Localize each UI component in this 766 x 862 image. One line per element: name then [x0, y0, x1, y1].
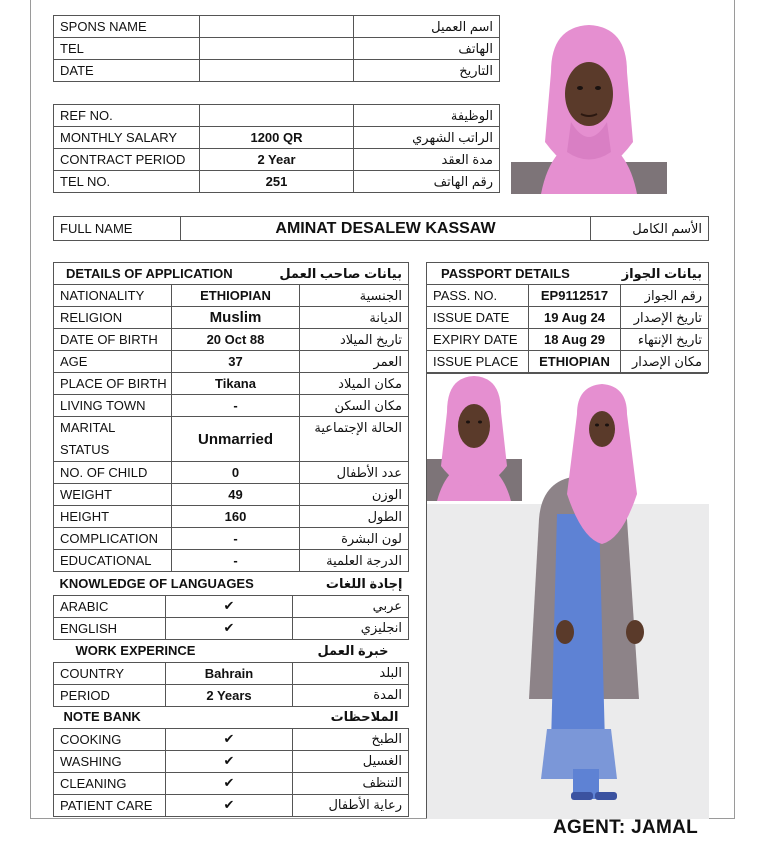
full-name-label: FULL NAME — [54, 217, 181, 241]
field-label-ar: الغسيل — [293, 750, 409, 772]
table-row — [427, 307, 709, 329]
tel-value: 251 — [200, 171, 354, 193]
field-label: ARABIC — [54, 595, 166, 617]
field-label: COOKING — [54, 728, 166, 750]
sponsor-row — [54, 60, 500, 82]
notes-table — [53, 706, 409, 817]
passport-header — [427, 263, 709, 285]
field-label-ar: لون البشرة — [300, 528, 409, 550]
table-row — [54, 728, 409, 750]
full-name-row — [54, 217, 709, 241]
field-value: - — [172, 528, 300, 550]
field-label: NATIONALITY — [54, 285, 172, 307]
table-row — [54, 307, 409, 329]
field-label-ar: الوزن — [300, 484, 409, 506]
agent-label: AGENT: JAMAL — [553, 817, 699, 838]
languages-header — [54, 573, 409, 595]
work-header — [54, 640, 409, 662]
table-row — [54, 528, 409, 550]
field-label: MONTHLY SALARY — [54, 127, 200, 149]
field-label-ar: البلد — [293, 662, 409, 684]
field-label: DATE OF BIRTH — [54, 329, 172, 351]
field-label-ar: تاريخ الميلاد — [300, 329, 409, 351]
ref-row — [54, 127, 500, 149]
table-row — [427, 329, 709, 351]
field-label: HEIGHT — [54, 506, 172, 528]
field-value: - — [172, 395, 300, 417]
ref-row — [54, 105, 500, 127]
field-label: RELIGION — [54, 307, 172, 329]
check-icon: ✔ — [166, 617, 293, 639]
field-label: ISSUE PLACE — [427, 351, 529, 373]
field-value — [200, 105, 354, 127]
ref-row — [54, 149, 500, 171]
full-body-photo — [426, 373, 708, 818]
table-row — [54, 772, 409, 794]
table-row — [54, 506, 409, 528]
field-label: NO. OF CHILD — [54, 462, 172, 484]
field-label: EXPIRY DATE — [427, 329, 529, 351]
field-label-ar: اسم العميل — [354, 16, 500, 38]
field-label: WASHING — [54, 750, 166, 772]
work-table — [53, 640, 409, 707]
field-label-ar: الحالة الإجتماعية — [300, 417, 409, 462]
field-label-ar: عدد الأطفال — [300, 462, 409, 484]
languages-title-ar: إجادة اللغات — [325, 575, 403, 591]
work-title: WORK EXPERINCE — [75, 643, 196, 659]
languages-title: KNOWLEDGE OF LANGUAGES — [59, 576, 254, 592]
table-row — [54, 550, 409, 572]
field-label-ar: الطبخ — [293, 728, 409, 750]
ref-table — [53, 104, 500, 193]
notes-title-ar: الملاحظات — [330, 708, 399, 724]
field-label-ar: الهاتف — [354, 38, 500, 60]
table-row — [54, 794, 409, 816]
field-label-ar: مكان الإصدار — [621, 351, 709, 373]
field-label: CLEANING — [54, 772, 166, 794]
field-label-ar: الراتب الشهري — [354, 127, 500, 149]
field-value: ETHIOPIAN — [529, 351, 621, 373]
field-label: TEL NO. — [54, 171, 200, 193]
field-label-ar: انجليزي — [293, 617, 409, 639]
check-icon: ✔ — [166, 750, 293, 772]
field-label: CONTRACT PERIOD — [54, 149, 200, 171]
table-row — [54, 484, 409, 506]
application-header — [54, 263, 409, 285]
sponsor-table — [53, 15, 500, 82]
table-row — [54, 417, 409, 462]
application-title: DETAILS OF APPLICATION — [54, 263, 300, 285]
check-icon: ✔ — [166, 794, 293, 816]
field-label: MARITAL STATUS — [54, 417, 172, 462]
table-row — [54, 662, 409, 684]
field-label-ar: الديانة — [300, 307, 409, 329]
field-label: COUNTRY — [54, 662, 166, 684]
field-value: Muslim — [172, 307, 300, 329]
table-row — [54, 684, 409, 706]
field-label: REF NO. — [54, 105, 200, 127]
field-value: 2 Years — [166, 684, 293, 706]
portrait-photo — [511, 22, 667, 194]
check-icon: ✔ — [166, 772, 293, 794]
field-label-ar: الجنسية — [300, 285, 409, 307]
work-title-ar: خبرة العمل — [317, 642, 389, 658]
salary-value: 1200 QR — [200, 127, 354, 149]
field-value — [200, 60, 354, 82]
field-label: PERIOD — [54, 684, 166, 706]
field-label-ar: رقم الجواز — [621, 285, 709, 307]
field-value: 20 Oct 88 — [172, 329, 300, 351]
field-value: Unmarried — [172, 417, 300, 462]
field-value: 0 — [172, 462, 300, 484]
table-row — [54, 595, 409, 617]
field-label-ar: العمر — [300, 351, 409, 373]
table-row — [427, 285, 709, 307]
field-label: TEL — [54, 38, 200, 60]
full-name-value: AMINAT DESALEW KASSAW — [181, 217, 591, 241]
field-value: - — [172, 550, 300, 572]
field-label-ar: التنظف — [293, 772, 409, 794]
field-label-ar: مكان الميلاد — [300, 373, 409, 395]
field-value: Tikana — [172, 373, 300, 395]
field-value — [200, 38, 354, 60]
notes-header — [54, 706, 409, 728]
check-icon: ✔ — [166, 595, 293, 617]
table-row — [54, 617, 409, 639]
field-label: ISSUE DATE — [427, 307, 529, 329]
field-label: COMPLICATION — [54, 528, 172, 550]
notes-title: NOTE BANK — [63, 709, 141, 725]
field-label-ar: رقم الهاتف — [354, 171, 500, 193]
contract-value: 2 Year — [200, 149, 354, 171]
field-value: 49 — [172, 484, 300, 506]
full-name-label-ar: الأسم الكامل — [591, 217, 709, 241]
field-value: 19 Aug 24 — [529, 307, 621, 329]
field-value — [200, 16, 354, 38]
table-row — [54, 750, 409, 772]
field-label-ar: التاريخ — [354, 60, 500, 82]
field-label: EDUCATIONAL — [54, 550, 172, 572]
field-label: ENGLISH — [54, 617, 166, 639]
field-label-ar: عربي — [293, 595, 409, 617]
table-row — [54, 329, 409, 351]
field-label: AGE — [54, 351, 172, 373]
table-row — [427, 351, 709, 373]
field-label: PLACE OF BIRTH — [54, 373, 172, 395]
passport-title-ar: بيانات الجواز — [621, 263, 709, 285]
field-label-ar: الطول — [300, 506, 409, 528]
field-value: ETHIOPIAN — [172, 285, 300, 307]
field-label: WEIGHT — [54, 484, 172, 506]
field-label: PATIENT CARE — [54, 794, 166, 816]
field-value: Bahrain — [166, 662, 293, 684]
sponsor-row — [54, 38, 500, 60]
check-icon: ✔ — [166, 728, 293, 750]
field-value: 37 — [172, 351, 300, 373]
sponsor-row — [54, 16, 500, 38]
ref-row — [54, 171, 500, 193]
field-label-ar: الوظيفة — [354, 105, 500, 127]
passport-number: EP9112517 — [529, 285, 621, 307]
field-value: 160 — [172, 506, 300, 528]
field-label: LIVING TOWN — [54, 395, 172, 417]
field-label-ar: تاريخ الإنتهاء — [621, 329, 709, 351]
field-label-ar: مدة العقد — [354, 149, 500, 171]
field-label-ar: مكان السكن — [300, 395, 409, 417]
field-label-ar: المدة — [293, 684, 409, 706]
passport-title: PASSPORT DETAILS — [427, 263, 621, 285]
languages-table — [53, 573, 409, 640]
application-title-ar: بيانات صاحب العمل — [300, 263, 409, 285]
table-row — [54, 373, 409, 395]
field-label: DATE — [54, 60, 200, 82]
field-label: SPONS NAME — [54, 16, 200, 38]
field-label-ar: الدرجة العلمية — [300, 550, 409, 572]
field-label-ar: تاريخ الإصدار — [621, 307, 709, 329]
field-label-ar: رعاية الأطفال — [293, 794, 409, 816]
table-row — [54, 285, 409, 307]
small-headshot — [427, 374, 522, 501]
table-row — [54, 462, 409, 484]
application-table — [53, 262, 409, 572]
passport-table — [426, 262, 709, 373]
field-label: PASS. NO. — [427, 285, 529, 307]
table-row — [54, 351, 409, 373]
table-row — [54, 395, 409, 417]
full-name-table — [53, 216, 709, 241]
field-value: 18 Aug 29 — [529, 329, 621, 351]
